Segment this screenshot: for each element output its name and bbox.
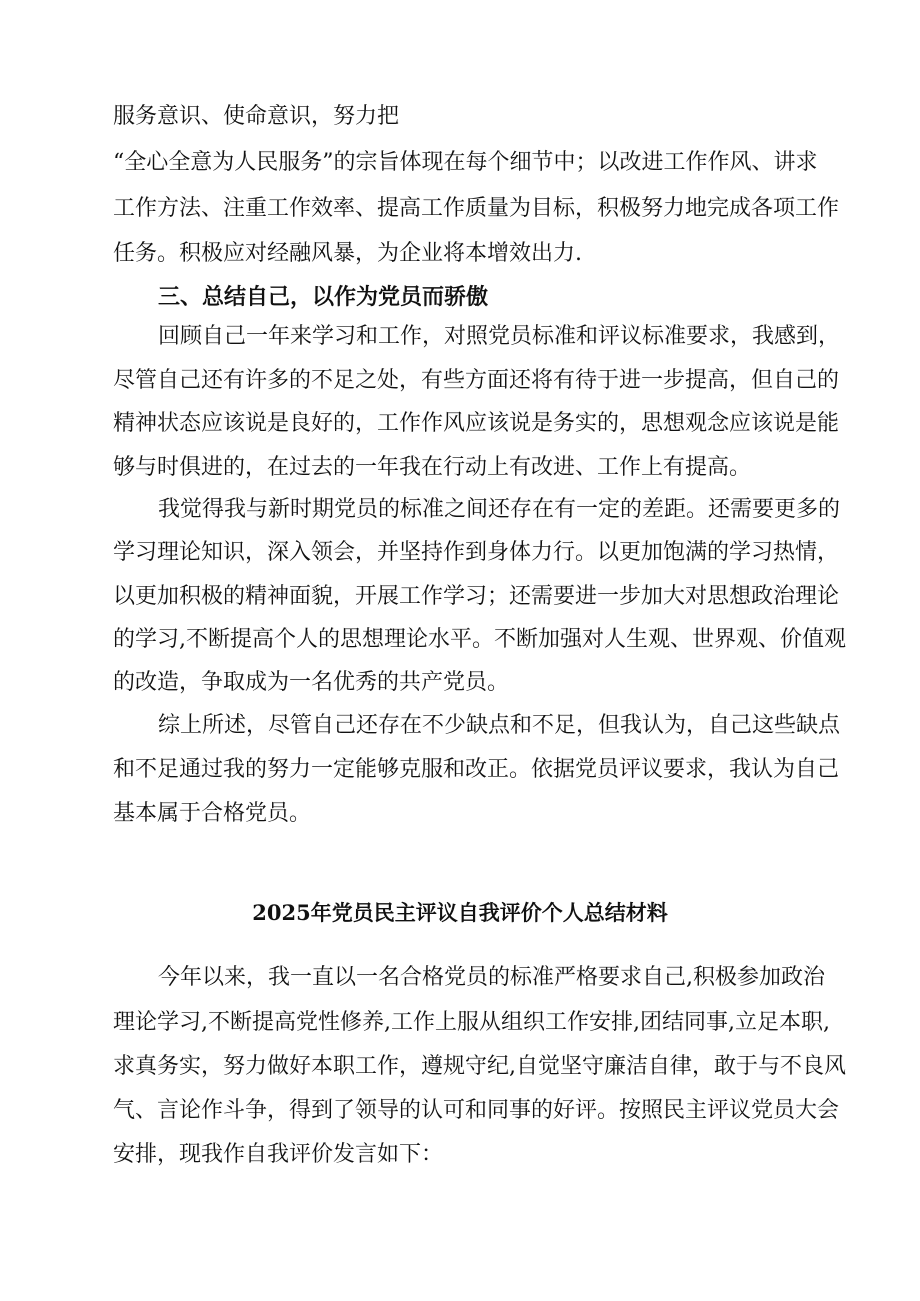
text-line: 服务意识、使命意识，努力把 [113, 104, 400, 129]
text-line: 我觉得我与新时期党员的标准之间还存在有一定的差距。还需要更多的 [158, 497, 841, 522]
text-line: 工作方法、注重工作效率、提高工作质量为目标，积极努力地完成各项工作 [113, 196, 840, 221]
text-line: 理论学习,不断提高党性修养,工作上服从组织工作安排,团结同事,立足本职, [113, 1010, 830, 1035]
text-line: 综上所述，尽管自己还存在不少缺点和不足，但我认为，自己这些缺点 [158, 713, 841, 738]
text-line: “全心全意为人民服务”的宗旨体现在每个细节中；以改进工作作风、讲求 [113, 150, 818, 175]
text-line: 精神状态应该说是良好的，工作作风应该说是务实的，思想观念应该说是能 [113, 411, 840, 436]
text-line: 气、言论作斗争，得到了领导的认可和同事的好评。按照民主评议党员大会 [113, 1098, 840, 1123]
text-line: 以更加积极的精神面貌，开展工作学习；还需要进一步加大对思想政治理论 [113, 584, 840, 609]
text-line: 今年以来，我一直以一名合格党员的标准严格要求自己,积极参加政治 [158, 965, 825, 990]
document-title: 2025年党员民主评议自我评价个人总结材料 [252, 900, 668, 925]
text-line: 安排，现我作自我评价发言如下： [113, 1142, 444, 1167]
text-line: 学习理论知识，深入领会，并坚持作到身体力行。以更加饱满的学习热情， [113, 540, 840, 565]
text-line: 的改造，争取成为一名优秀的共产党员。 [113, 670, 510, 695]
text-line: 尽管自己还有许多的不足之处，有些方面还将有待于进一步提高，但自己的 [113, 368, 840, 393]
text-line: 的学习,不断提高个人的思想理论水平。不断加强对人生观、世界观、价值观 [113, 627, 846, 652]
text-line: 够与时俱进的，在过去的一年我在行动上有改进、工作上有提高。 [113, 455, 752, 480]
section-heading: 三、总结自己，以作为党员而骄傲 [158, 284, 489, 310]
text-line: 回顾自己一年来学习和工作，对照党员标准和评议标准要求，我感到， [158, 324, 841, 349]
text-line: 和不足通过我的努力一定能够克服和改正。依据党员评议要求，我认为自己 [113, 757, 840, 782]
text-line: 任务。积极应对经融风暴，为企业将本增效出力. [113, 241, 582, 266]
text-line: 求真务实，努力做好本职工作，遵规守纪,自觉坚守廉洁自律，敢于与不良风 [113, 1054, 846, 1079]
text-line: 基本属于合格党员。 [113, 801, 312, 826]
